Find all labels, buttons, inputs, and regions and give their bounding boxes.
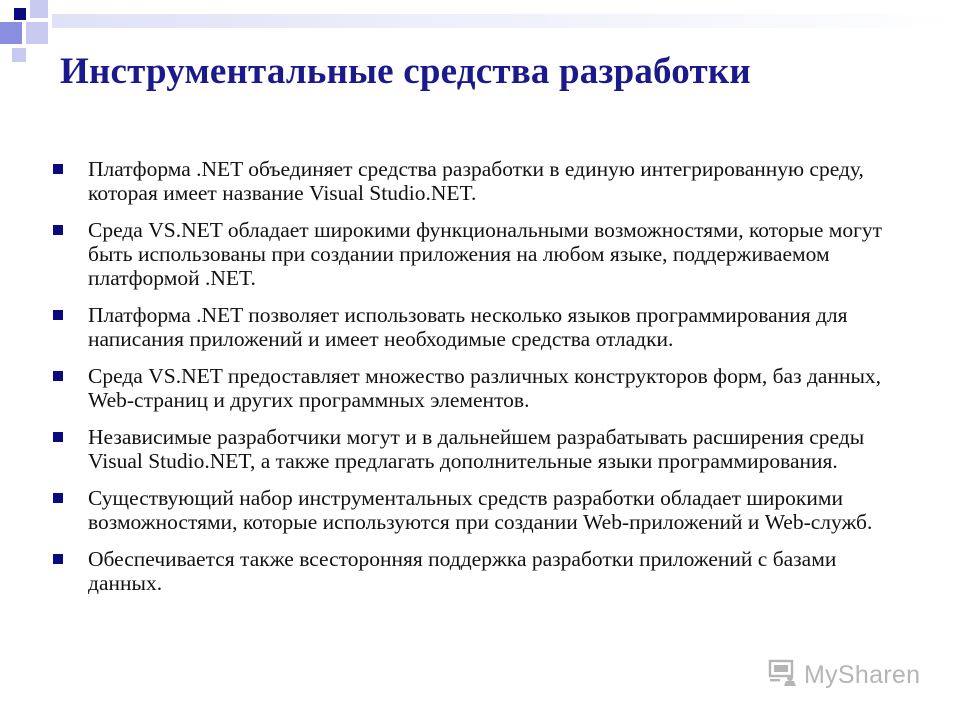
square-bullet-icon (53, 310, 63, 320)
slide-title: Инструментальные средства разработки (60, 51, 751, 92)
bullet-item (50, 425, 910, 473)
bullet-text: Платформа .NET позволяет использовать несколько языков программирования для написания приложений и имеет необходимые средства отладки. (88, 303, 848, 351)
deco-square-light (26, 22, 48, 44)
bullet-text: Платформа .NET объединяет средства разработки в единую интегрированную среду, которая имеет название Visual Studio.NET. (88, 157, 864, 205)
square-bullet-icon (53, 493, 63, 503)
square-bullet-icon (53, 164, 63, 174)
deco-square-light (12, 48, 26, 62)
bullet-item (50, 547, 910, 595)
bullet-item (50, 157, 910, 205)
square-bullet-icon (53, 371, 63, 381)
square-bullet-icon (53, 225, 63, 235)
deco-square-mid (0, 22, 22, 44)
bullet-item (50, 303, 910, 351)
bullet-text: Существующий набор инструментальных средств разработки обладает широкими возможностями, которые используются при создании Web-приложений и Web-служб. (88, 486, 873, 534)
bullet-item (50, 218, 910, 290)
classroom-icon (768, 659, 798, 692)
deco-square-light (30, 0, 48, 18)
bullet-text: Обеспечивается также всесторонняя поддержка разработки приложений с базами данных. (88, 547, 837, 595)
watermark-text: MySharen (804, 660, 921, 689)
square-bullet-icon (53, 554, 63, 564)
bullet-item (50, 486, 910, 534)
bullet-text: Независимые разработчики могут и в дальнейшем разрабатывать расширения среды Visual Studio.NET, а также предлагать дополнительные языки программирования. (88, 425, 865, 473)
deco-square-dark (14, 8, 26, 20)
bullet-item (50, 364, 910, 412)
square-bullet-icon (53, 432, 63, 442)
bullet-list (50, 157, 910, 608)
watermark (768, 658, 928, 692)
bullet-text: Среда VS.NET обладает широкими функциональными возможностями, которые могут быть использованы при создании приложения на любом языке, поддерживаемом платформой .NET. (88, 218, 883, 290)
title-gradient-bar (52, 14, 960, 28)
bullet-text: Среда VS.NET предоставляет множество различных конструкторов форм, баз данных, Web-страниц и других программных элементов. (88, 364, 882, 412)
